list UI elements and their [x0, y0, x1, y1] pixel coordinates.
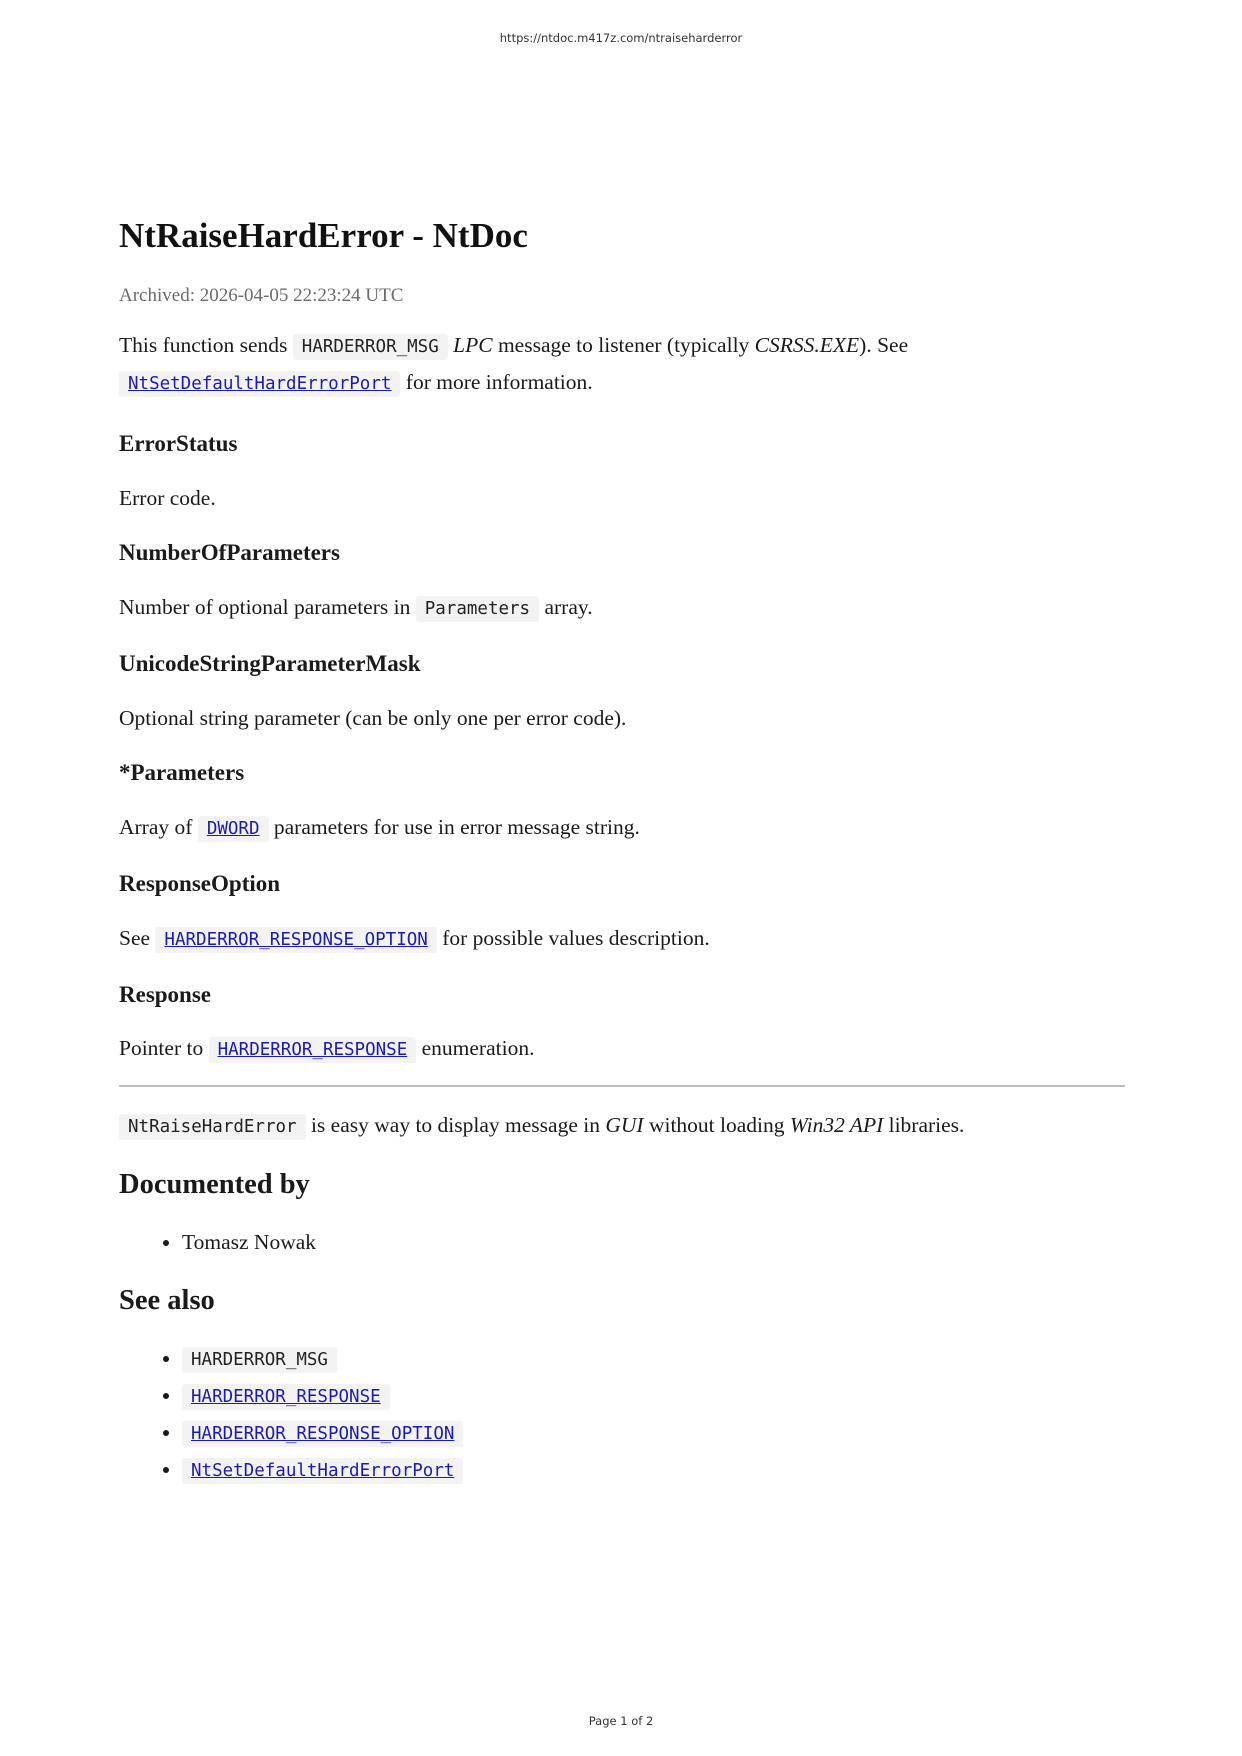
remark-text: is easy way to display message in: [305, 1113, 606, 1137]
page-title: NtRaiseHardError - NtDoc: [119, 216, 528, 255]
dword-link[interactable]: [198, 815, 269, 839]
ntsetdefaultharderrorport-link[interactable]: [119, 370, 400, 394]
param-desc-text: array.: [539, 595, 593, 619]
list-item: [182, 1452, 1125, 1489]
param-desc-text: Array of: [119, 815, 198, 839]
see-also-harderror-response-option-link[interactable]: [182, 1420, 463, 1444]
documented-by-list: [119, 1225, 1125, 1260]
dword-link-label: DWORD: [198, 816, 269, 842]
ntraiseharderror-code: NtRaiseHardError: [119, 1114, 306, 1140]
param-desc-response: [119, 1031, 1125, 1068]
lpc-term: LPC: [453, 333, 493, 357]
see-also-harderror-msg-code: HARDERROR_MSG: [182, 1347, 337, 1373]
harderror-response-link[interactable]: [209, 1036, 417, 1060]
param-desc-numberofparameters: [119, 590, 1125, 627]
page-url-header: https://ntdoc.m417z.com/ntraiseharderror: [499, 31, 743, 45]
page-number-footer: Page 1 of 2: [588, 1714, 654, 1728]
param-heading-numberofparameters: NumberOfParameters: [119, 540, 340, 565]
see-also-link-label: HARDERROR_RESPONSE: [182, 1384, 390, 1410]
param-heading-errorstatus: ErrorStatus: [119, 431, 238, 456]
gui-term: GUI: [605, 1113, 644, 1137]
win32-api-term: Win32 API: [789, 1113, 884, 1137]
param-heading-responseoption: ResponseOption: [119, 871, 281, 896]
param-heading-parameters: *Parameters: [119, 760, 245, 785]
archived-timestamp: Archived: 2026-04-05 22:23:24 UTC: [119, 285, 404, 306]
intro-text-1: This function sends: [119, 333, 293, 357]
list-item: • Tomasz Nowak: [182, 1225, 1125, 1260]
list-item: [182, 1378, 1125, 1415]
harderror-response-link-label: HARDERROR_RESPONSE: [209, 1037, 417, 1063]
harderror-msg-code: HARDERROR_MSG: [293, 334, 448, 360]
param-desc-text: parameters for use in error message string.: [268, 815, 640, 839]
section-divider: [119, 1085, 1125, 1087]
param-desc-responseoption: [119, 921, 1125, 958]
see-also-link-label: HARDERROR_RESPONSE_OPTION: [182, 1421, 463, 1447]
document-content: [119, 210, 1125, 1489]
param-desc-unicodestringparametermask: Optional string parameter (can be only one per error code).: [119, 706, 627, 730]
see-also-harderror-response-link[interactable]: [182, 1383, 390, 1407]
param-desc-errorstatus: Error code.: [119, 486, 216, 510]
intro-text-4: ). See: [859, 333, 909, 357]
param-desc-text: Pointer to: [119, 1036, 209, 1060]
param-heading-response: Response: [119, 982, 212, 1007]
see-also-ntsetdefaultharderrorport-link[interactable]: [182, 1457, 463, 1481]
parameters-code: Parameters: [416, 596, 539, 622]
ntsetdefaultharderrorport-link-label: NtSetDefaultHardErrorPort: [119, 371, 400, 397]
see-also-link-label: NtSetDefaultHardErrorPort: [182, 1458, 463, 1484]
remark-text: libraries.: [883, 1113, 965, 1137]
csrss-term: CSRSS.EXE: [754, 333, 860, 357]
param-heading-unicodestringparametermask: UnicodeStringParameterMask: [119, 651, 421, 676]
intro-text-5: for more information.: [400, 370, 593, 394]
list-item: [182, 1341, 1125, 1378]
remark-text: without loading: [643, 1113, 790, 1137]
param-desc-text: for possible values description.: [436, 926, 710, 950]
param-desc-text: enumeration.: [416, 1036, 535, 1060]
intro-text-3: message to listener (typically: [492, 333, 755, 357]
see-also-heading: See also: [119, 1285, 215, 1316]
intro-paragraph: [119, 328, 1125, 402]
param-desc-text: Number of optional parameters in: [119, 595, 416, 619]
param-desc-text: See: [119, 926, 156, 950]
remarks-paragraph: [119, 1108, 1125, 1145]
documented-by-heading: Documented by: [119, 1169, 310, 1200]
harderror-response-option-link[interactable]: [155, 926, 436, 950]
see-also-list: [119, 1341, 1125, 1489]
list-item: [182, 1415, 1125, 1452]
harderror-response-option-link-label: HARDERROR_RESPONSE_OPTION: [155, 927, 436, 953]
param-desc-parameters: [119, 810, 1125, 847]
